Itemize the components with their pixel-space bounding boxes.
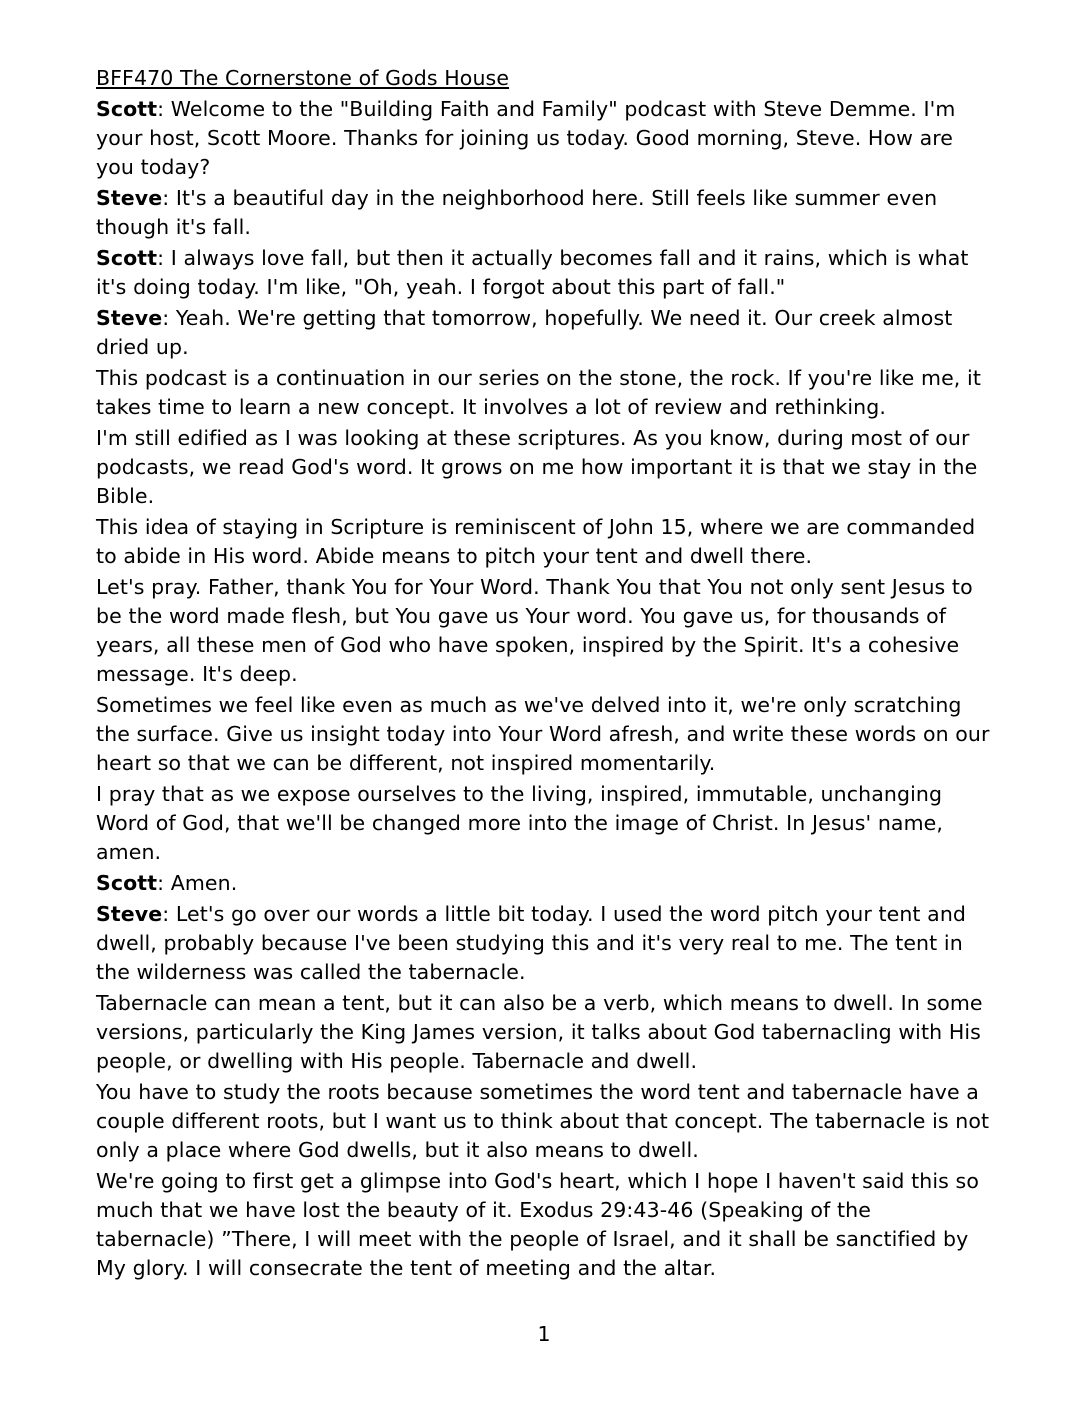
paragraph-text: : Amen. — [157, 871, 238, 895]
paragraph-text: : Welcome to the "Building Faith and Family" podcast with Steve Demme. I'm your host, Scott Moore. Thanks for joining us today. Good morning, Steve. How are you today? — [96, 97, 956, 179]
speaker-name: Steve — [96, 306, 163, 330]
paragraph-text: : It's a beautiful day in the neighborhood here. Still feels like summer even though it's fall. — [96, 186, 938, 239]
paragraph-text: I pray that as we expose ourselves to the living, inspired, immutable, unchanging Word of God, that we'll be changed more into the image of Christ. In Jesus' name, amen. — [96, 782, 943, 864]
document-title: BFF470 The Cornerstone of Gods House — [96, 66, 510, 90]
paragraph-9 — [96, 691, 996, 778]
paragraph-text: : Let's go over our words a little bit today. I used the word pitch your tent and dwell, probably because I've been studying this and it's very real to me. The tent in the wilderness was called the tabernacle. — [96, 902, 967, 984]
paragraph-14 — [96, 1078, 996, 1165]
paragraph-5 — [96, 364, 996, 422]
speaker-name: Scott — [96, 97, 158, 121]
paragraph-12 — [96, 900, 996, 987]
speaker-name: Scott — [96, 871, 158, 895]
paragraph-6 — [96, 424, 996, 511]
speaker-name: Scott — [96, 246, 158, 270]
paragraph-3 — [96, 244, 996, 302]
paragraph-text: Sometimes we feel like even as much as we've delved into it, we're only scratching the surface. Give us insight today into Your Word afresh, and write these words on our heart so that we can be different, not inspired momentarily. — [96, 693, 990, 775]
paragraph-1 — [96, 95, 996, 182]
paragraph-15 — [96, 1167, 996, 1283]
paragraph-8 — [96, 573, 996, 689]
paragraph-13 — [96, 989, 996, 1076]
paragraph-text: This idea of staying in Scripture is reminiscent of John 15, where we are commanded to abide in His word. Abide means to pitch your tent and dwell there. — [96, 515, 976, 568]
document-body — [96, 64, 996, 1285]
speaker-name: Steve — [96, 186, 163, 210]
paragraph-text: We're going to first get a glimpse into God's heart, which I hope I haven't said this so much that we have lost the beauty of it. Exodus 29:43-46 (Speaking of the tabernacle) ”There, I will meet with the people of Israel, and it shall be sanctified by My glory. I will consecrate the tent of meeting and the altar. — [96, 1169, 979, 1280]
paragraph-7 — [96, 513, 996, 571]
paragraph-2 — [96, 184, 996, 242]
paragraph-text: I'm still edified as I was looking at these scriptures. As you know, during most of our podcasts, we read God's word. It grows on me how important it is that we stay in the Bible. — [96, 426, 978, 508]
paragraph-text: You have to study the roots because sometimes the word tent and tabernacle have a couple different roots, but I want us to think about that concept. The tabernacle is not only a place where God dwells, but it also means to dwell. — [96, 1080, 990, 1162]
speaker-name: Steve — [96, 902, 163, 926]
paragraph-10 — [96, 780, 996, 867]
paragraph-11 — [96, 869, 996, 898]
paragraph-text: Let's pray. Father, thank You for Your Word. Thank You that You not only sent Jesus to be the word made flesh, but You gave us Your word. You gave us, for thousands of years, all these men of God who have spoken, inspired by the Spirit. It's a cohesive message. It's deep. — [96, 575, 973, 686]
paragraph-text: Tabernacle can mean a tent, but it can also be a verb, which means to dwell. In some versions, particularly the King James version, it talks about God tabernacling with His people, or dwelling with His people. Tabernacle and dwell. — [96, 991, 983, 1073]
paragraph-text: : Yeah. We're getting that tomorrow, hopefully. We need it. Our creek almost dried up. — [96, 306, 953, 359]
page-number: 1 — [537, 1322, 551, 1346]
paragraph-4 — [96, 304, 996, 362]
paragraph-text: This podcast is a continuation in our series on the stone, the rock. If you're like me, it takes time to learn a new concept. It involves a lot of review and rethinking. — [96, 366, 981, 419]
paragraph-text: : I always love fall, but then it actually becomes fall and it rains, which is what it's doing today. I'm like, "Oh, yeah. I forgot about this part of fall." — [96, 246, 969, 299]
